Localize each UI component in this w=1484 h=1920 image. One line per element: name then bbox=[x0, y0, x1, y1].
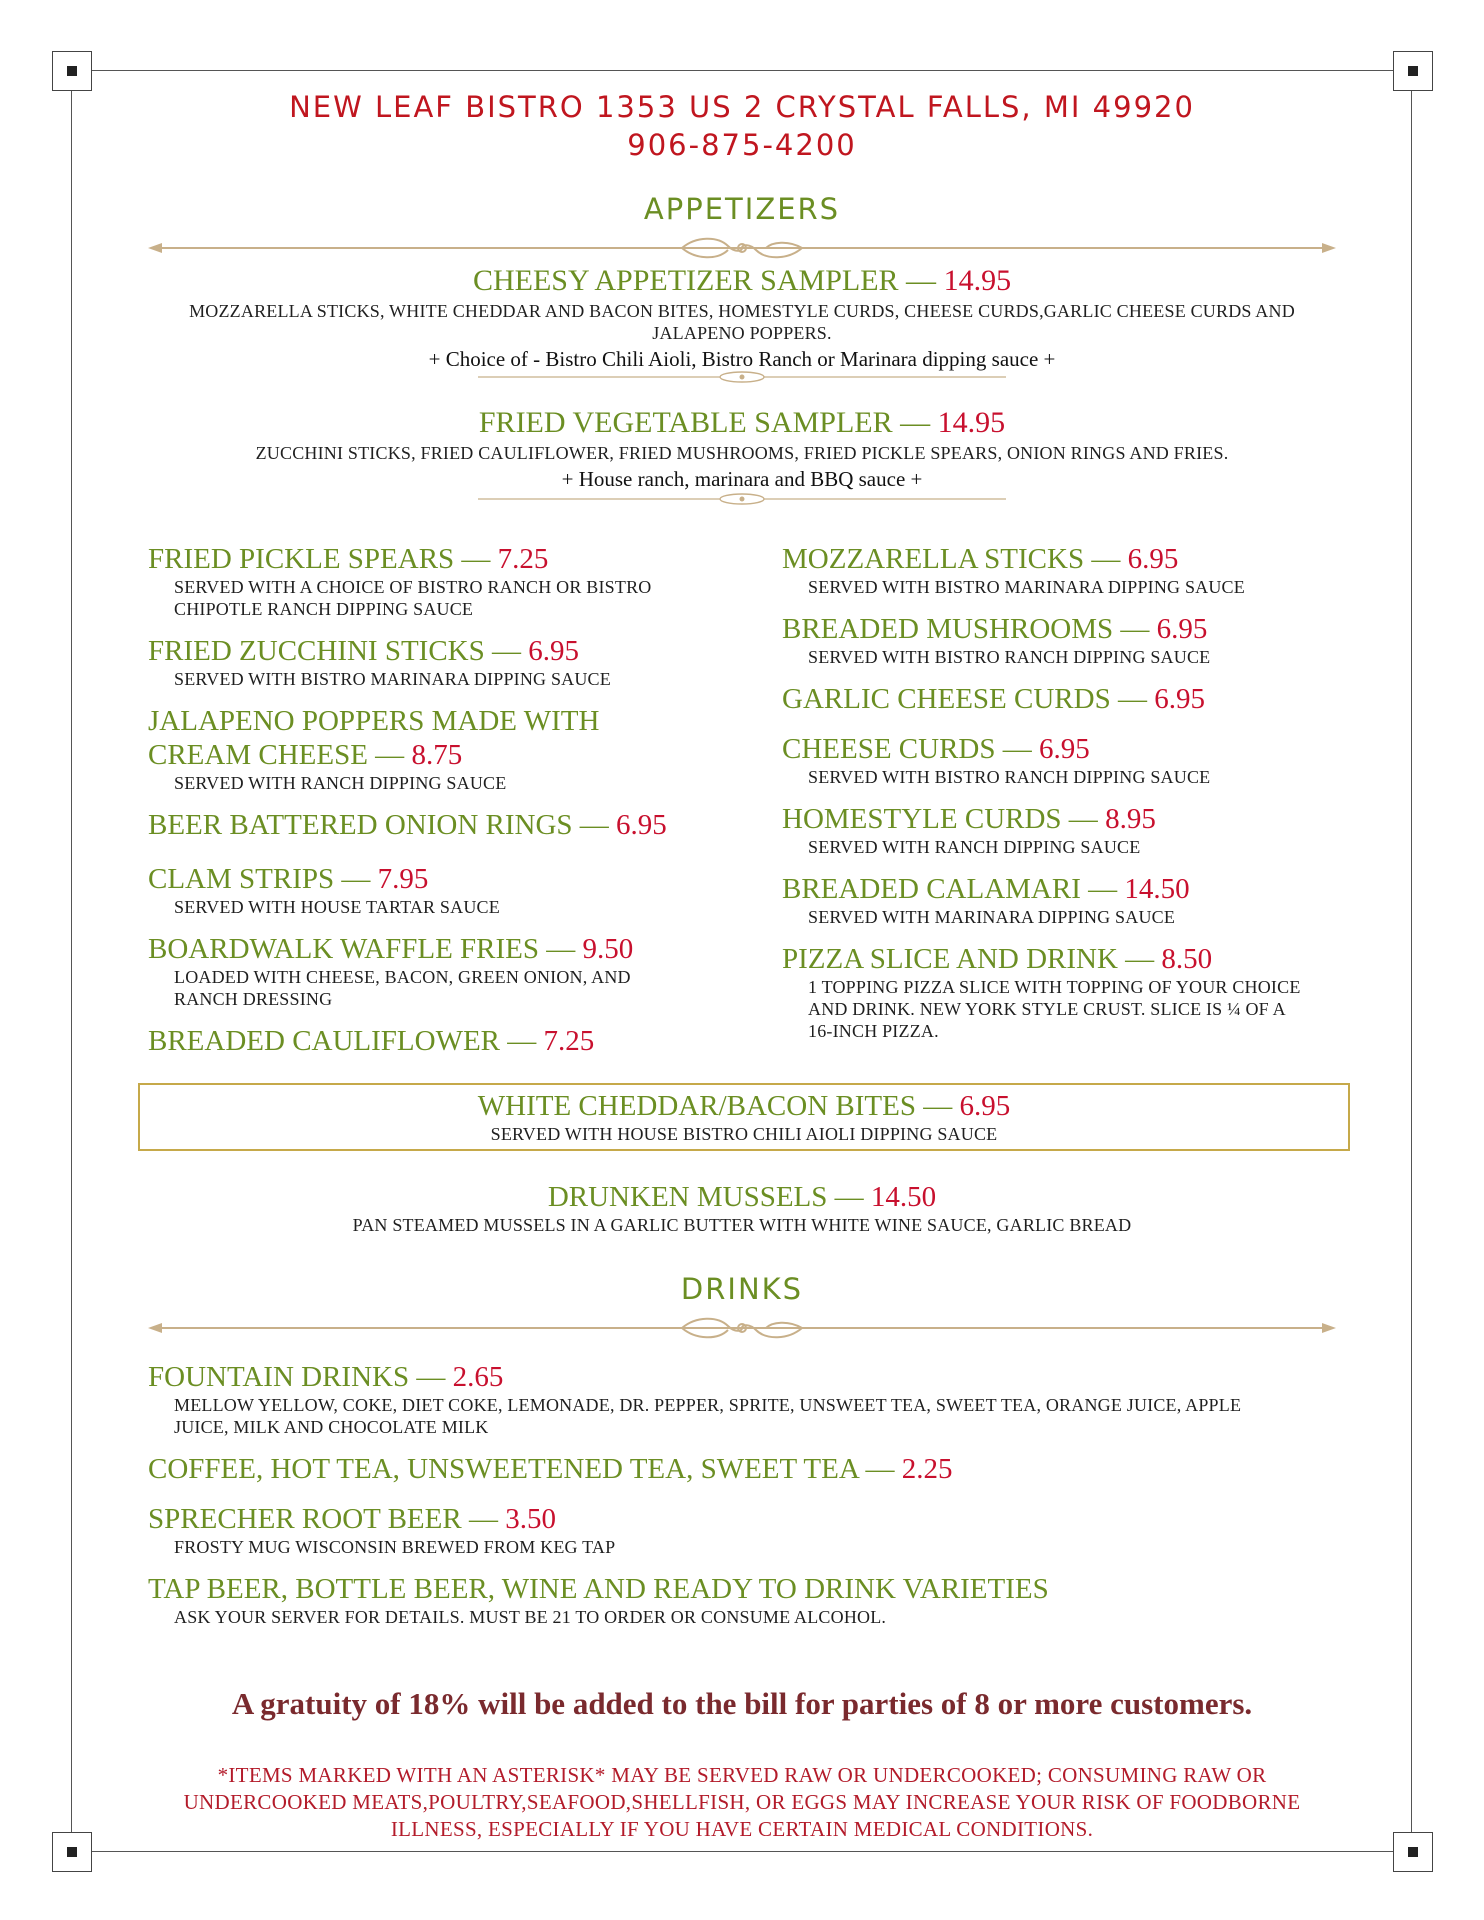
item-name: CLAM STRIPS — bbox=[148, 863, 378, 895]
drinks-list bbox=[148, 1360, 1298, 1642]
menu-item bbox=[782, 942, 1342, 1042]
restaurant-address: NEW LEAF BISTRO 1353 US 2 CRYSTAL FALLS, MI 49920 bbox=[289, 90, 1195, 124]
item-name: PIZZA SLICE AND DRINK — bbox=[782, 943, 1162, 975]
menu-item bbox=[148, 1502, 1298, 1558]
item-price: 14.50 bbox=[870, 1181, 937, 1213]
gratuity-notice: A gratuity of 18% will be added to the bill for parties of 8 or more customers. bbox=[231, 1686, 1253, 1721]
menu-item bbox=[782, 542, 1342, 598]
item-name: CHEESE CURDS — bbox=[782, 733, 1040, 765]
item-name: SPRECHER ROOT BEER — bbox=[148, 1503, 506, 1535]
section-title-appetizers: APPETIZERS bbox=[643, 192, 841, 226]
item-price: 7.95 bbox=[377, 863, 429, 895]
item-description: SERVED WITH MARINARA DIPPING SAUCE bbox=[808, 907, 1176, 927]
item-price: 9.50 bbox=[582, 933, 634, 965]
menu-item bbox=[148, 932, 728, 1010]
menu-item-drunken-mussels bbox=[0, 1180, 1484, 1236]
menu-item-vegetable-sampler bbox=[0, 406, 1484, 492]
item-price: 2.65 bbox=[452, 1361, 504, 1393]
item-price: 8.50 bbox=[1161, 943, 1213, 975]
item-name: JALAPENO POPPERS MADE WITH CREAM CHEESE — bbox=[148, 705, 600, 771]
item-price: 7.25 bbox=[543, 1025, 595, 1057]
item-description: SERVED WITH BISTRO RANCH DIPPING SAUCE bbox=[808, 647, 1211, 667]
menu-item bbox=[782, 612, 1342, 668]
menu-item bbox=[148, 808, 728, 842]
corner-marker bbox=[52, 51, 92, 91]
menu-item bbox=[148, 704, 728, 794]
item-name: MOZZARELLA STICKS — bbox=[782, 543, 1128, 575]
item-price: 7.25 bbox=[497, 543, 549, 575]
menu-item-cheesy-sampler bbox=[0, 264, 1484, 372]
item-name: COFFEE, HOT TEA, UNSWEETENED TEA, SWEET TEA — bbox=[148, 1453, 902, 1485]
appetizers-right-column bbox=[782, 542, 1342, 1056]
item-description: SERVED WITH BISTRO MARINARA DIPPING SAUCE bbox=[808, 577, 1245, 597]
item-description: 1 TOPPING PIZZA SLICE WITH TOPPING OF YOUR CHOICE AND DRINK. NEW YORK STYLE CRUST. SLICE IS ¼ OF A 16-INCH PIZZA. bbox=[808, 977, 1301, 1041]
item-description: LOADED WITH CHEESE, BACON, GREEN ONION, AND RANCH DRESSING bbox=[174, 967, 631, 1009]
item-name: FRIED ZUCCHINI STICKS — bbox=[148, 635, 529, 667]
item-price: 14.95 bbox=[937, 406, 1006, 439]
item-description: SERVED WITH BISTRO MARINARA DIPPING SAUCE bbox=[174, 669, 611, 689]
item-price: 6.95 bbox=[1156, 613, 1208, 645]
divider-ornament-small bbox=[478, 370, 1006, 384]
corner-marker bbox=[1393, 51, 1433, 91]
item-description: ASK YOUR SERVER FOR DETAILS. MUST BE 21 TO ORDER OR CONSUME ALCOHOL. bbox=[174, 1607, 887, 1627]
item-description: MELLOW YELLOW, COKE, DIET COKE, LEMONADE, DR. PEPPER, SPRITE, UNSWEET TEA, SWEET TEA, ORANGE JUICE, APPLE JUICE, MILK AND CHOCOLATE MILK bbox=[174, 1395, 1242, 1437]
item-description: ZUCCHINI STICKS, FRIED CAULIFLOWER, FRIED MUSHROOMS, FRIED PICKLE SPEARS, ONION RINGS AND FRIES. bbox=[255, 443, 1229, 463]
item-price: 8.95 bbox=[1105, 803, 1156, 835]
corner-marker bbox=[1393, 1832, 1433, 1872]
item-price: 6.95 bbox=[1039, 733, 1090, 765]
menu-item bbox=[782, 682, 1342, 716]
section-title-drinks: DRINKS bbox=[680, 1272, 804, 1306]
item-price: 6.95 bbox=[616, 809, 667, 841]
item-description: SERVED WITH RANCH DIPPING SAUCE bbox=[174, 773, 507, 793]
item-price: 6.95 bbox=[528, 635, 579, 667]
item-name: BOARDWALK WAFFLE FRIES — bbox=[148, 933, 583, 965]
menu-item bbox=[148, 1024, 728, 1058]
divider-ornament-large bbox=[148, 1316, 1336, 1340]
item-name: FOUNTAIN DRINKS — bbox=[148, 1361, 453, 1393]
sauce-choice: + House ranch, marinara and BBQ sauce + bbox=[561, 467, 923, 491]
item-name: BREADED CAULIFLOWER — bbox=[148, 1025, 544, 1057]
item-name: WHITE CHEDDAR/BACON BITES — bbox=[477, 1090, 960, 1122]
item-description: MOZZARELLA STICKS, WHITE CHEDDAR AND BACON BITES, HOMESTYLE CURDS, CHEESE CURDS,GARLIC CHEESE CURDS AND JALAPENO POPPERS. bbox=[189, 301, 1295, 343]
item-name: CHEESY APPETIZER SAMPLER — bbox=[472, 264, 944, 297]
menu-item bbox=[148, 862, 728, 918]
item-description: SERVED WITH RANCH DIPPING SAUCE bbox=[808, 837, 1141, 857]
item-description: SERVED WITH HOUSE TARTAR SAUCE bbox=[174, 897, 500, 917]
appetizers-left-column bbox=[148, 542, 728, 1072]
item-price: 6.95 bbox=[959, 1090, 1011, 1122]
item-price: 14.95 bbox=[943, 264, 1012, 297]
item-description: SERVED WITH A CHOICE OF BISTRO RANCH OR BISTRO CHIPOTLE RANCH DIPPING SAUCE bbox=[174, 577, 652, 619]
item-price: 8.75 bbox=[411, 739, 463, 771]
item-name: FRIED VEGETABLE SAMPLER — bbox=[478, 406, 938, 439]
menu-item bbox=[148, 1572, 1298, 1628]
item-name: FRIED PICKLE SPEARS — bbox=[148, 543, 498, 575]
item-name: TAP BEER, BOTTLE BEER, WINE AND READY TO DRINK VARIETIES bbox=[148, 1573, 1049, 1605]
corner-marker bbox=[52, 1832, 92, 1872]
food-safety-warning: *ITEMS MARKED WITH AN ASTERISK* MAY BE SERVED RAW OR UNDERCOOKED; CONSUMING RAW OR UNDERCOOKED MEATS,POULTRY,SEAFOOD,SHELLFISH, OR EGGS MAY INCREASE YOUR RISK OF FOODBORNE ILLNESS, ESPECIALLY IF YOU HAVE CERTAIN MEDICAL CONDITIONS. bbox=[183, 1763, 1301, 1841]
item-price: 6.95 bbox=[1154, 683, 1205, 715]
item-price: 2.25 bbox=[901, 1453, 953, 1485]
sauce-choice: + Choice of - Bistro Chili Aioli, Bistro Ranch or Marinara dipping sauce + bbox=[428, 347, 1056, 371]
item-name: HOMESTYLE CURDS — bbox=[782, 803, 1106, 835]
menu-item bbox=[782, 732, 1342, 788]
item-name: BREADED MUSHROOMS — bbox=[782, 613, 1157, 645]
item-name: GARLIC CHEESE CURDS — bbox=[782, 683, 1155, 715]
featured-item-box bbox=[138, 1083, 1350, 1151]
menu-item bbox=[148, 1360, 1298, 1438]
item-price: 3.50 bbox=[505, 1503, 556, 1535]
item-name: BEER BATTERED ONION RINGS — bbox=[148, 809, 617, 841]
item-description: SERVED WITH BISTRO RANCH DIPPING SAUCE bbox=[808, 767, 1211, 787]
item-price: 6.95 bbox=[1127, 543, 1179, 575]
menu-item bbox=[782, 872, 1342, 928]
menu-item bbox=[782, 802, 1342, 858]
divider-ornament-small bbox=[478, 492, 1006, 506]
menu-item bbox=[148, 542, 728, 620]
item-price: 14.50 bbox=[1124, 873, 1190, 905]
menu-item bbox=[148, 1452, 1298, 1486]
menu-item bbox=[148, 634, 728, 690]
item-description: FROSTY MUG WISCONSIN BREWED FROM KEG TAP bbox=[174, 1537, 616, 1557]
restaurant-phone: 906-875-4200 bbox=[627, 128, 857, 162]
item-name: DRUNKEN MUSSELS — bbox=[547, 1181, 871, 1213]
item-description: SERVED WITH HOUSE BISTRO CHILI AIOLI DIPPING SAUCE bbox=[490, 1124, 998, 1144]
item-name: BREADED CALAMARI — bbox=[782, 873, 1125, 905]
divider-ornament-large bbox=[148, 236, 1336, 260]
item-description: PAN STEAMED MUSSELS IN A GARLIC BUTTER WITH WHITE WINE SAUCE, GARLIC BREAD bbox=[352, 1215, 1132, 1235]
